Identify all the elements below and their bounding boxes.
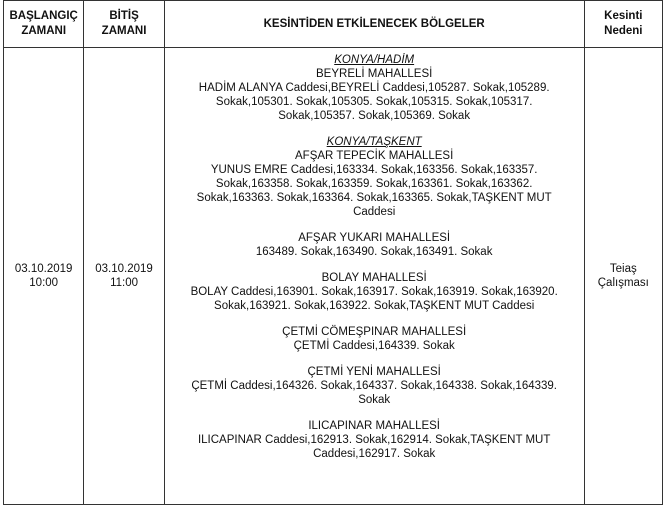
street-line: Sokak,163363. Sokak,163364. Sokak,163365. Sokak,TAŞKENT MUT bbox=[196, 192, 552, 204]
header-end-line2: ZAMANI bbox=[101, 25, 147, 37]
neighborhood-name: BEYRELİ MAHALLESİ bbox=[316, 68, 433, 80]
street-line: Sokak,163921. Sokak,163922. Sokak,TAŞKENT MUT Caddesi bbox=[214, 300, 535, 312]
neighborhood-block bbox=[167, 419, 582, 461]
header-affected-regions bbox=[164, 1, 584, 48]
neighborhood-name: ÇETMİ YENİ MAHALLESİ bbox=[307, 366, 441, 378]
street-line: ÇETMİ Caddesi,164326. Sokak,164337. Sokak,164338. Sokak,164339. bbox=[191, 380, 558, 392]
street-line: Sokak,105301. Sokak,105305. Sokak,105315. Sokak,105317. bbox=[215, 96, 533, 108]
street-line: 163489. Sokak,163490. Sokak,163491. Sokak bbox=[255, 246, 493, 258]
affected-regions-cell bbox=[164, 48, 584, 505]
neighborhood-block bbox=[167, 231, 582, 259]
street-line: YUNUS EMRE Caddesi,163334. Sokak,163356. Sokak,163357. bbox=[210, 164, 538, 176]
street-line: Sokak bbox=[358, 394, 391, 406]
start-time: 10:00 bbox=[29, 277, 59, 289]
street-list bbox=[167, 379, 582, 407]
header-regions-label: KESİNTİDEN ETKİLENECEK BÖLGELER bbox=[263, 17, 485, 30]
street-line: Sokak,105357. Sokak,105369. Sokak bbox=[278, 110, 471, 122]
neighborhood-name: AFŞAR YUKARI MAHALLESİ bbox=[298, 232, 451, 244]
header-reason bbox=[584, 1, 662, 48]
street-line: Sokak,163358. Sokak,163359. Sokak,163361. Sokak,163362. bbox=[215, 178, 533, 190]
neighborhood-name: AFŞAR TEPECİK MAHALLESİ bbox=[295, 150, 454, 162]
region-city-title: KONYA/TAŞKENT bbox=[326, 136, 422, 148]
end-date: 03.10.2019 bbox=[95, 263, 153, 275]
street-line: Caddesi,162917. Sokak bbox=[313, 448, 436, 460]
street-line: BOLAY Caddesi,163901. Sokak,163917. Sokak,163919. Sokak,163920. bbox=[190, 286, 558, 298]
neighborhood-block bbox=[167, 149, 582, 219]
end-time-cell bbox=[84, 48, 164, 505]
street-list bbox=[167, 339, 582, 353]
street-list bbox=[167, 433, 582, 461]
neighborhood-block bbox=[167, 325, 582, 353]
outage-table bbox=[3, 0, 663, 505]
neighborhood-name: BOLAY MAHALLESİ bbox=[321, 272, 427, 284]
street-list bbox=[167, 285, 582, 313]
street-list bbox=[167, 245, 582, 259]
street-list bbox=[167, 81, 582, 123]
neighborhood-block bbox=[167, 365, 582, 407]
street-line: Caddesi bbox=[353, 206, 396, 218]
header-start-line2: ZAMANI bbox=[21, 25, 67, 37]
header-reason-line1: Kesinti bbox=[604, 10, 643, 22]
regions-list bbox=[167, 48, 582, 461]
header-start-line1: BAŞLANGIÇ bbox=[9, 10, 78, 22]
end-time: 11:00 bbox=[110, 277, 138, 289]
region-block bbox=[167, 53, 582, 123]
header-reason-line2: Nedeni bbox=[604, 25, 643, 37]
street-list bbox=[167, 163, 582, 219]
reason-line2: Çalışması bbox=[597, 277, 649, 289]
region-city-title: KONYA/HADİM bbox=[334, 54, 415, 66]
neighborhood-block bbox=[167, 67, 582, 123]
neighborhood-name: ÇETMİ CÖMEŞPINAR MAHALLESİ bbox=[282, 326, 467, 338]
start-date: 03.10.2019 bbox=[14, 263, 73, 275]
reason-line1: Teiaş bbox=[609, 263, 637, 275]
street-line: ÇETMİ Caddesi,164339. Sokak bbox=[293, 340, 455, 352]
header-end-line1: BİTİŞ bbox=[109, 10, 139, 22]
street-line: HADİM ALANYA Caddesi,BEYRELİ Caddesi,105287. Sokak,105289. bbox=[198, 82, 550, 94]
header-row bbox=[4, 1, 663, 48]
region-block bbox=[167, 135, 582, 461]
neighborhood-block bbox=[167, 271, 582, 313]
neighborhood-name: ILICAPINAR MAHALLESİ bbox=[308, 420, 440, 432]
reason-cell bbox=[584, 48, 662, 505]
header-end-time bbox=[84, 1, 164, 48]
table-row bbox=[4, 48, 663, 505]
header-start-time bbox=[4, 1, 84, 48]
street-line: ILICAPINAR Caddesi,162913. Sokak,162914. Sokak,TAŞKENT MUT bbox=[197, 434, 551, 446]
start-time-cell bbox=[4, 48, 84, 505]
